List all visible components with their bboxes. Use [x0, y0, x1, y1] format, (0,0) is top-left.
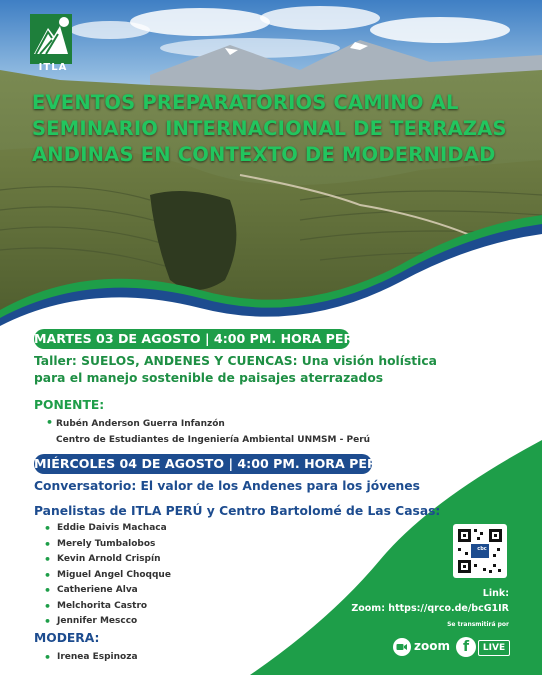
speaker-block	[46, 417, 370, 448]
itla-logo-text: ITLA	[38, 62, 68, 73]
event-title	[32, 90, 522, 168]
qr-code[interactable]	[453, 524, 507, 578]
facebook-live-badge[interactable]	[456, 637, 512, 657]
bullet-icon: •	[44, 615, 52, 628]
zoom-brand: zoom	[414, 639, 450, 653]
live-label: LIVE	[478, 640, 510, 656]
bullet-icon: •	[46, 416, 54, 429]
list-item: • Kevin Arnold Crispín	[44, 553, 161, 566]
title-line-2: SEMINARIO INTERNACIONAL DE TERRAZAS	[32, 117, 507, 140]
event2-date-badge: MIÉRCOLES 04 DE AGOSTO | 4:00 PM. HORA PERÚ	[34, 454, 372, 474]
panel-label: Panelistas de ITLA PERÚ y Centro Bartolomé de Las Casas:	[34, 504, 441, 518]
bullet-icon: •	[44, 553, 52, 566]
facebook-icon: f	[456, 637, 476, 657]
bullet-icon: •	[44, 651, 52, 664]
title-line-1: EVENTOS PREPARATORIOS CAMINO AL	[32, 91, 459, 114]
list-item: • Eddie Daivis Machaca	[44, 522, 167, 535]
list-item: • Melchorita Castro	[44, 599, 148, 613]
event1-workshop-line1: Taller: SUELOS, ANDENES Y CUENCAS: Una visión holística	[34, 354, 437, 368]
zoom-camera-icon	[392, 637, 412, 657]
bullet-icon: •	[44, 537, 52, 551]
zoom-badge[interactable]	[392, 637, 450, 657]
bullet-icon: •	[44, 568, 52, 582]
list-item: • Catheriene Alva	[44, 584, 138, 597]
title-line-3: ANDINAS EN CONTEXTO DE MODERNIDAD	[32, 143, 496, 166]
list-item: • Miguel Angel Choqque	[44, 568, 171, 582]
event1-date-badge: MARTES 03 DE AGOSTO | 4:00 PM. HORA PERÚ	[34, 329, 350, 349]
speaker-org: Centro de Estudiantes de Ingeniería Ambiental UNMSM - Perú	[56, 434, 371, 445]
event1-workshop-line2: para el manejo sostenible de paisajes aterrazados	[34, 371, 384, 385]
qr-center-label: cbc	[477, 546, 487, 552]
speaker-name: Rubén Anderson Guerra Infanzón	[56, 419, 225, 429]
bullet-icon: •	[44, 522, 52, 535]
speaker-label: PONENTE:	[34, 398, 105, 412]
bullet-icon: •	[44, 584, 52, 597]
list-item: • Jennifer Mescco	[44, 615, 138, 628]
panelist-list	[44, 521, 171, 630]
list-item: • Merely Tumbalobos	[44, 537, 156, 551]
bullet-icon: •	[44, 599, 52, 613]
moderator-name: • Irenea Espinoza	[44, 651, 138, 664]
itla-logo-icon	[30, 14, 72, 64]
link-label: Link:	[482, 588, 509, 599]
zoom-link[interactable]: Zoom: https://qrco.de/bcG1IR	[351, 603, 509, 614]
event2-talk-title: Conversatorio: El valor de los Andenes para los jóvenes	[34, 479, 420, 493]
moderator-label: MODERA:	[34, 631, 100, 645]
broadcast-label: Se transmitirá por	[447, 621, 509, 628]
